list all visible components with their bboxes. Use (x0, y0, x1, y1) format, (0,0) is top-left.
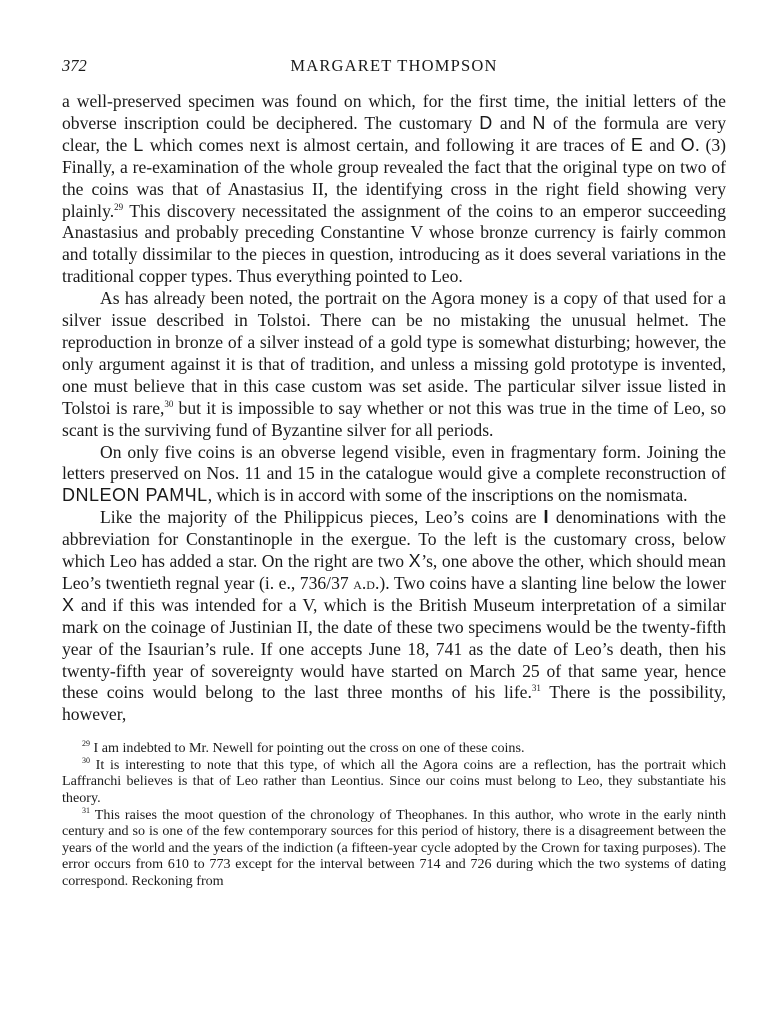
footnote (62, 807, 726, 890)
footnote-number: 31 (82, 805, 90, 815)
paragraph (62, 507, 726, 726)
footnote-text: I am indebted to Mr. Newell for pointing out the cross on one of these coins. (90, 740, 525, 757)
paragraph (62, 442, 726, 508)
text-run: On only five coins is an obverse legend visible, even in fragmentary form. Joining the letters preserved on Nos. 11 and 15 in the catalogue would give a complete reconstruction of (62, 441, 726, 484)
footnote-text: This raises the moot question of the chronology of Theophanes. In this author, who wrote in the early ninth century and so is one of the few contemporary sources for this period of history, there is a disagreement between the years of the world and the years of the indiction (a fifteen-year cycle adopted by the Crown for taxing purposes). The error occurs from 610 to 773 except for the interval between 714 and 726 during which the two systems of dating correspond. Reckoning from (62, 806, 726, 890)
letter-glyph: N (532, 112, 546, 133)
text-run: which comes next is almost certain, and following it are traces of (143, 134, 631, 155)
footnote-ref[interactable]: 29 (114, 201, 124, 212)
letter-glyph: E (630, 134, 644, 155)
text-run: and if this was intended for a V, which is the British Museum interpretation of a similar mark on the coinage of Justinian II, the date of these two specimens would be the twenty-fifth year of the Isaurian’s rule. If one accepts June 18, 741 as the date of Leo’s death, then his twenty-fifth year of sovereignty would have started on March 25 of that same year, hence these coins would belong to the last three months of his life. (62, 594, 726, 703)
page-header (62, 56, 726, 82)
paragraph (62, 91, 726, 288)
text-run: Like the majority of the Philippicus pieces, Leo’s coins are (100, 507, 544, 528)
text-run: denominations with the abbreviation for Constantinople in the exergue. To the left is the customary cross, below which Leo has added a star. On the right are two (62, 507, 726, 572)
text-run: ’s, one above the other, which should mean Leo’s twentieth regnal year (i. e., 736/37 (62, 551, 726, 593)
text-run: . (3) Finally, a re-examination of the whole group revealed the fact that the original type on two of the coins was that of Anastasius II, the identifying cross in the right field showing very plainly. (62, 134, 727, 221)
letter-glyph: L (133, 134, 144, 155)
letter-glyph: O (680, 134, 696, 155)
text-run: and (492, 112, 533, 133)
footnote-number: 30 (82, 755, 90, 765)
coin-legend: DNLEON PAMЧL (62, 485, 208, 506)
text-run: There is the possibility, however, (62, 682, 726, 725)
era-abbreviation: a.d. (353, 572, 380, 593)
running-title: MARGARET THOMPSON (290, 56, 498, 75)
denomination-mark: I (543, 507, 549, 528)
text-run: ). Two coins have a slanting line below the lower (379, 572, 726, 593)
footnote-ref[interactable]: 31 (531, 683, 541, 694)
text-run: This discovery necessitated the assignment of the coins to an emperor succeeding Anastasius and probably preceding Constantine V whose bronze currency is fairly common and totally dissimilar to the pieces in question, introducing as it does several variations in the traditional copper types. Thus everything pointed to Leo. (62, 200, 726, 287)
footnote-text: It is interesting to note that this type, of which all the Agora coins are a reflection, has the portrait which Laffranchi believes is that of Leo rather than Leontius. Since our coins must belong to Leo, they substantiate his theory. (62, 756, 726, 807)
page-number: 372 (62, 56, 87, 75)
footnote-ref[interactable]: 30 (164, 398, 174, 409)
letter-glyph: D (479, 112, 493, 133)
body-text (62, 91, 726, 726)
text-run: and (643, 134, 681, 155)
letter-glyph: X (62, 594, 75, 615)
text-run: , which is in accord with some of the inscriptions on the nomismata. (207, 485, 688, 506)
footnotes (62, 740, 726, 889)
footnote-number: 29 (82, 739, 90, 749)
text-run: a well-preserved specimen was found on which, for the first time, the initial letters of the obverse inscription could be deciphered. The customary (62, 91, 726, 133)
footnote (62, 757, 726, 807)
text-run: As has already been noted, the portrait on the Agora money is a copy of that used for a silver issue described in Tolstoi. There can be no mistaking the unusual helmet. The reproduction in bronze of a silver instead of a gold type is somewhat disturbing; however, the only argument against it is that of tradition, and unless a missing gold prototype is invented, one must believe that in this case custom was set aside. The particular silver issue listed in Tolstoi is rare, (62, 288, 726, 418)
text-run: but it is impossible to say whether or not this was true in the time of Leo, so scant is the surviving fund of Byzantine silver for all periods. (62, 397, 726, 440)
text-run: of the formula are very clear, the (62, 112, 727, 155)
letter-glyph: X (408, 551, 422, 572)
footnote (62, 740, 726, 757)
paragraph (62, 288, 726, 441)
